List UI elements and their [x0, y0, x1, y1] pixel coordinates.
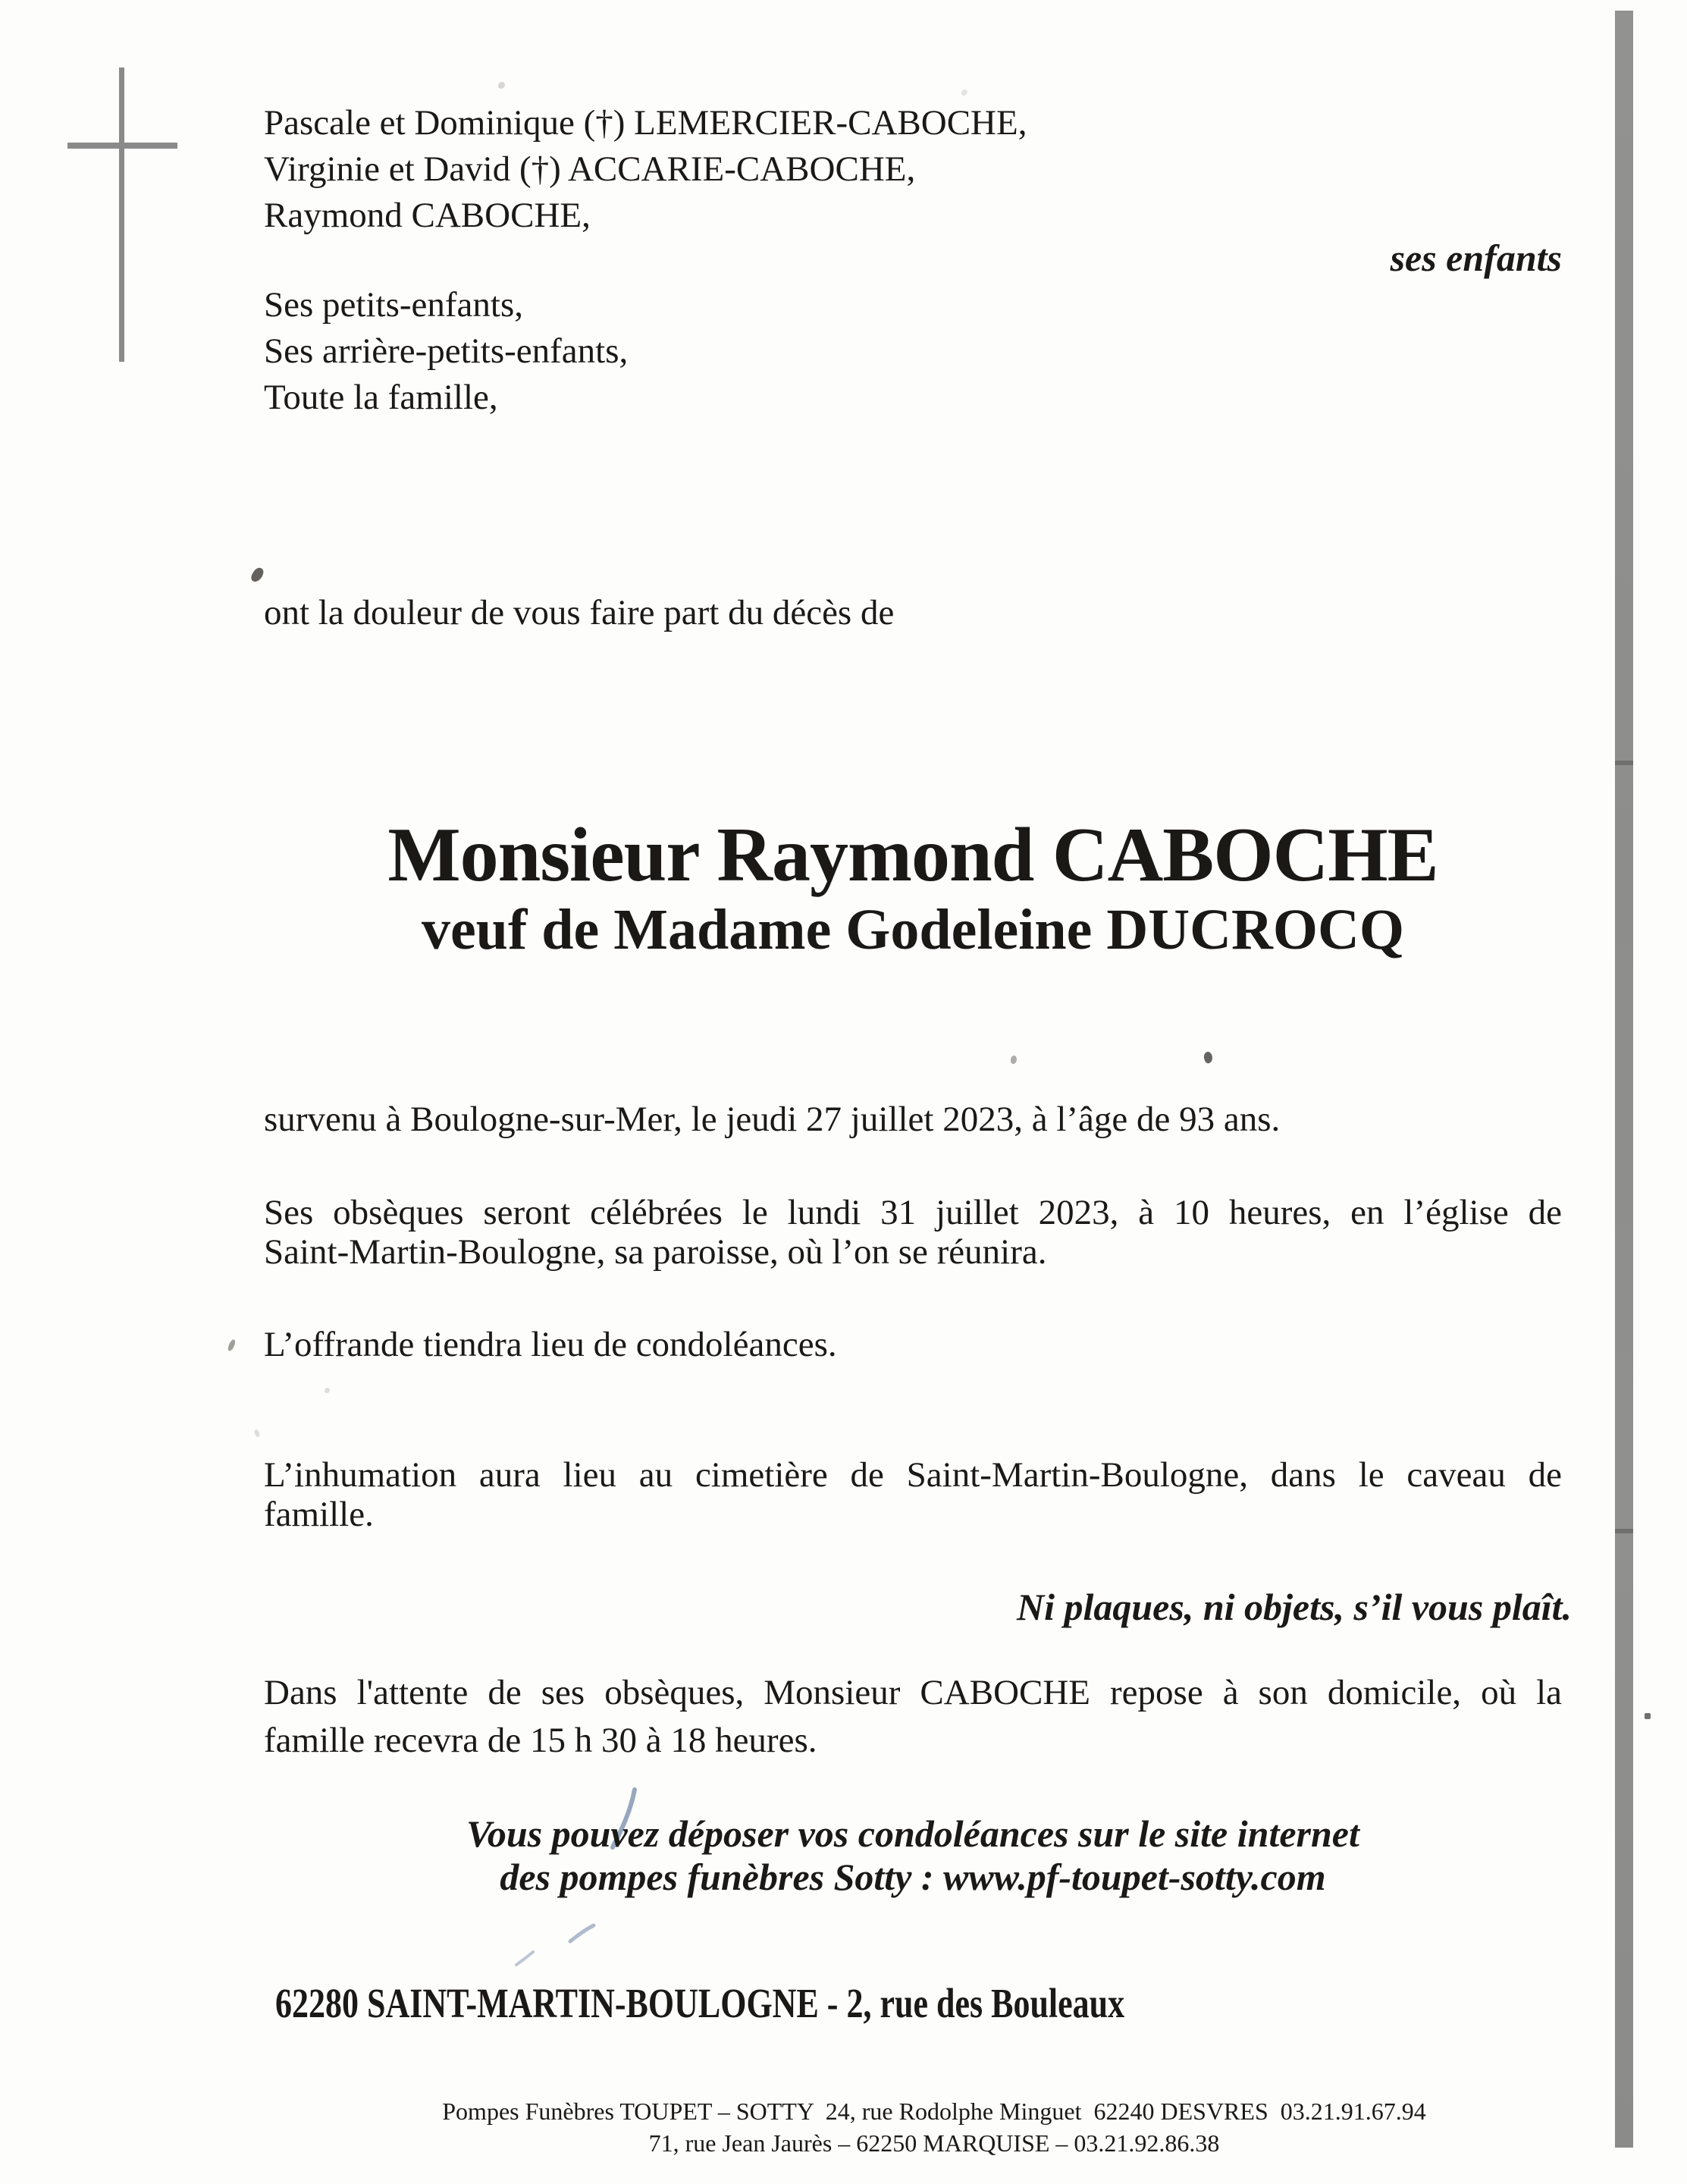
pen-stroke: [516, 1952, 533, 1965]
scan-speck: [325, 1388, 330, 1393]
footer-line: Pompes Funèbres TOUPET – SOTTY 24, rue Rodolphe Minguet 62240 DESVRES 03.21.91.67.94: [442, 2098, 1426, 2125]
scan-speck: [253, 1429, 261, 1438]
family-line: Virginie et David (†) ACCARIE-CABOCHE,: [264, 149, 916, 189]
scan-speck: [1011, 1056, 1017, 1064]
relative-line: Ses arrière-petits-enfants,: [264, 331, 629, 371]
no-plaques-line: Ni plaques, ni objets, s’il vous plaît.: [1016, 1586, 1572, 1628]
cross-icon-vertical: [119, 67, 124, 362]
offering-line: L’offrande tiendra lieu de condoléances.: [264, 1325, 837, 1364]
burial-paragraph: [264, 1455, 1562, 1534]
death-line: survenu à Boulogne-sur-Mer, le jeudi 27 juillet 2023, à l’âge de 93 ans.: [264, 1100, 1281, 1139]
cross-icon-horizontal: [67, 143, 177, 149]
scan-speck: [1203, 1051, 1214, 1064]
announcement-line: ont la douleur de vous faire part du décès de: [264, 593, 895, 632]
pen-stroke: [570, 1925, 594, 1941]
burial-line: famille.: [264, 1495, 374, 1534]
funeral-home-footer: [303, 2095, 1565, 2159]
family-names-block: [264, 100, 1027, 239]
address-line: 62280 SAINT-MARTIN-BOULOGNE - 2, rue des Bouleaux: [275, 1980, 1125, 2026]
scan-strip-seam: [1615, 761, 1633, 765]
relative-line: Ses petits-enfants,: [264, 285, 523, 325]
condolences-line: Vous pouvez déposer vos condoléances sur le site internet: [466, 1812, 1359, 1855]
deceased-name: Monsieur Raymond CABOCHE: [387, 812, 1438, 898]
scan-speck: [961, 89, 967, 96]
scan-speck: [1645, 1713, 1651, 1719]
footer-line: 71, rue Jean Jaurès – 62250 MARQUISE – 03.21.92.86.38: [648, 2129, 1220, 2157]
scan-speck: [498, 82, 505, 89]
repose-line: Dans l'attente de ses obsèques, Monsieur CABOCHE repose à son domicile, où la: [264, 1673, 1562, 1712]
relation-label: ses enfants: [1390, 237, 1562, 279]
condolences-block: [264, 1812, 1562, 1899]
funeral-line: Ses obsèques seront célébrées le lundi 31 juillet 2023, à 10 heures, en l’église de: [264, 1193, 1562, 1232]
funeral-line: Saint-Martin-Boulogne, sa paroisse, où l’on se réunira.: [264, 1232, 1047, 1272]
scan-speck: [227, 1338, 236, 1351]
family-line: Pascale et Dominique (†) LEMERCIER-CABOCHE,: [264, 103, 1027, 143]
repose-paragraph: [264, 1669, 1562, 1765]
scan-strip-seam: [1615, 1529, 1633, 1533]
relatives-block: [264, 282, 628, 421]
scan-speck: [249, 566, 265, 584]
funeral-paragraph: [264, 1193, 1562, 1272]
family-line: Raymond CABOCHE,: [264, 196, 591, 235]
scan-edge-strip: [1615, 11, 1633, 2148]
deceased-subtitle: veuf de Madame Godeleine DUCROCQ: [421, 898, 1405, 962]
relative-line: Toute la famille,: [264, 378, 498, 417]
burial-line: L’inhumation aura lieu au cimetière de Saint-Martin-Boulogne, dans le caveau de: [264, 1455, 1562, 1495]
condolences-line: des pompes funèbres Sotty : www.pf-toupet-sotty.com: [500, 1856, 1326, 1898]
repose-line: famille recevra de 15 h 30 à 18 heures.: [264, 1721, 817, 1760]
